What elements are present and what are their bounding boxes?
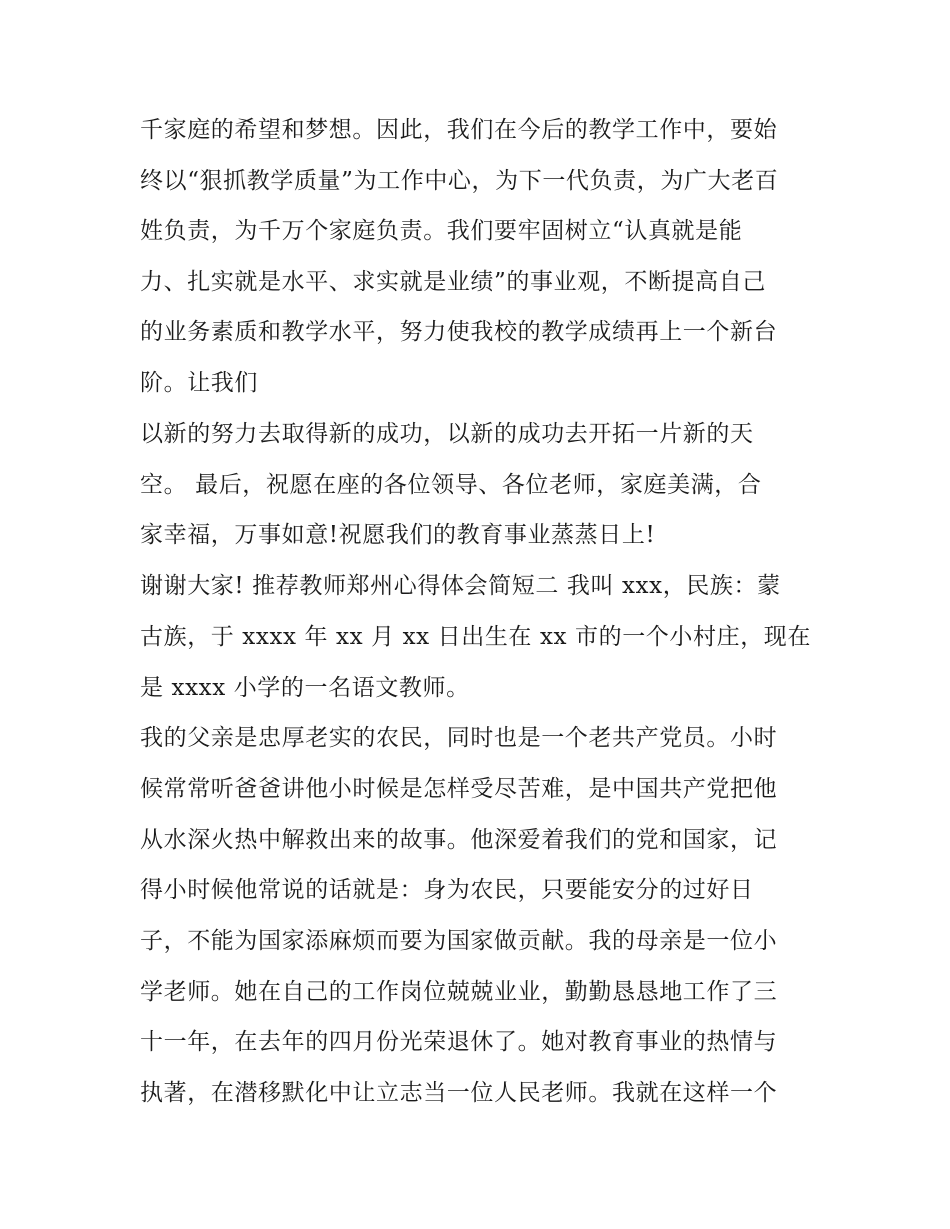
- text-line: 力、扎实就是水平、求实就是业绩”的事业观，不断提高自己: [140, 269, 766, 295]
- text-line: 十一年，在去年的四月份光荣退休了。她对教育事业的热情与: [140, 1029, 778, 1055]
- text-line: 姓负责，为千万个家庭负责。我们要牢固树立“认真就是能: [140, 218, 743, 244]
- text-line: 的业务素质和教学水平，努力使我校的教学成绩再上一个新台: [140, 319, 778, 345]
- text-line: 古族，于 xxxx 年 xx 月 xx 日出生在 xx 市的一个小村庄，现在: [140, 624, 811, 650]
- text-line: 阶。让我们: [140, 370, 258, 396]
- text-line: 我的父亲是忠厚老实的农民，同时也是一个老共产党员。小时: [140, 725, 778, 751]
- text-line: 千家庭的希望和梦想。因此，我们在今后的教学工作中，要始: [140, 117, 778, 143]
- text-line: 候常常听爸爸讲他小时候是怎样受尽苦难，是中国共产党把他: [140, 776, 778, 802]
- text-line: 谢谢大家! 推荐教师郑州心得体会简短二 我叫 xxx，民族：蒙: [140, 573, 781, 599]
- text-line: 得小时候他常说的话就是：身为农民，只要能安分的过好日: [140, 877, 754, 903]
- text-line: 子，不能为国家添麻烦而要为国家做贡献。我的母亲是一位小: [140, 928, 778, 954]
- text-line: 是 xxxx 小学的一名语文教师。: [140, 675, 470, 701]
- text-line: 以新的努力去取得新的成功，以新的成功去开拓一片新的天: [140, 421, 754, 447]
- text-line: 从水深火热中解救出来的故事。他深爱着我们的党和国家，记: [140, 827, 778, 853]
- text-line: 家幸福，万事如意!祝愿我们的教育事业蒸蒸日上!: [140, 522, 656, 548]
- text-line: 学老师。她在自己的工作岗位兢兢业业，勤勤恳恳地工作了三: [140, 979, 778, 1005]
- text-line: 执著，在潜移默化中让立志当一位人民老师。我就在这样一个: [140, 1080, 778, 1106]
- text-line: 空。 最后，祝愿在座的各位领导、各位老师，家庭美满，合: [140, 472, 762, 498]
- text-line: 终以“狠抓教学质量”为工作中心，为下一代负责，为广大老百: [140, 168, 779, 194]
